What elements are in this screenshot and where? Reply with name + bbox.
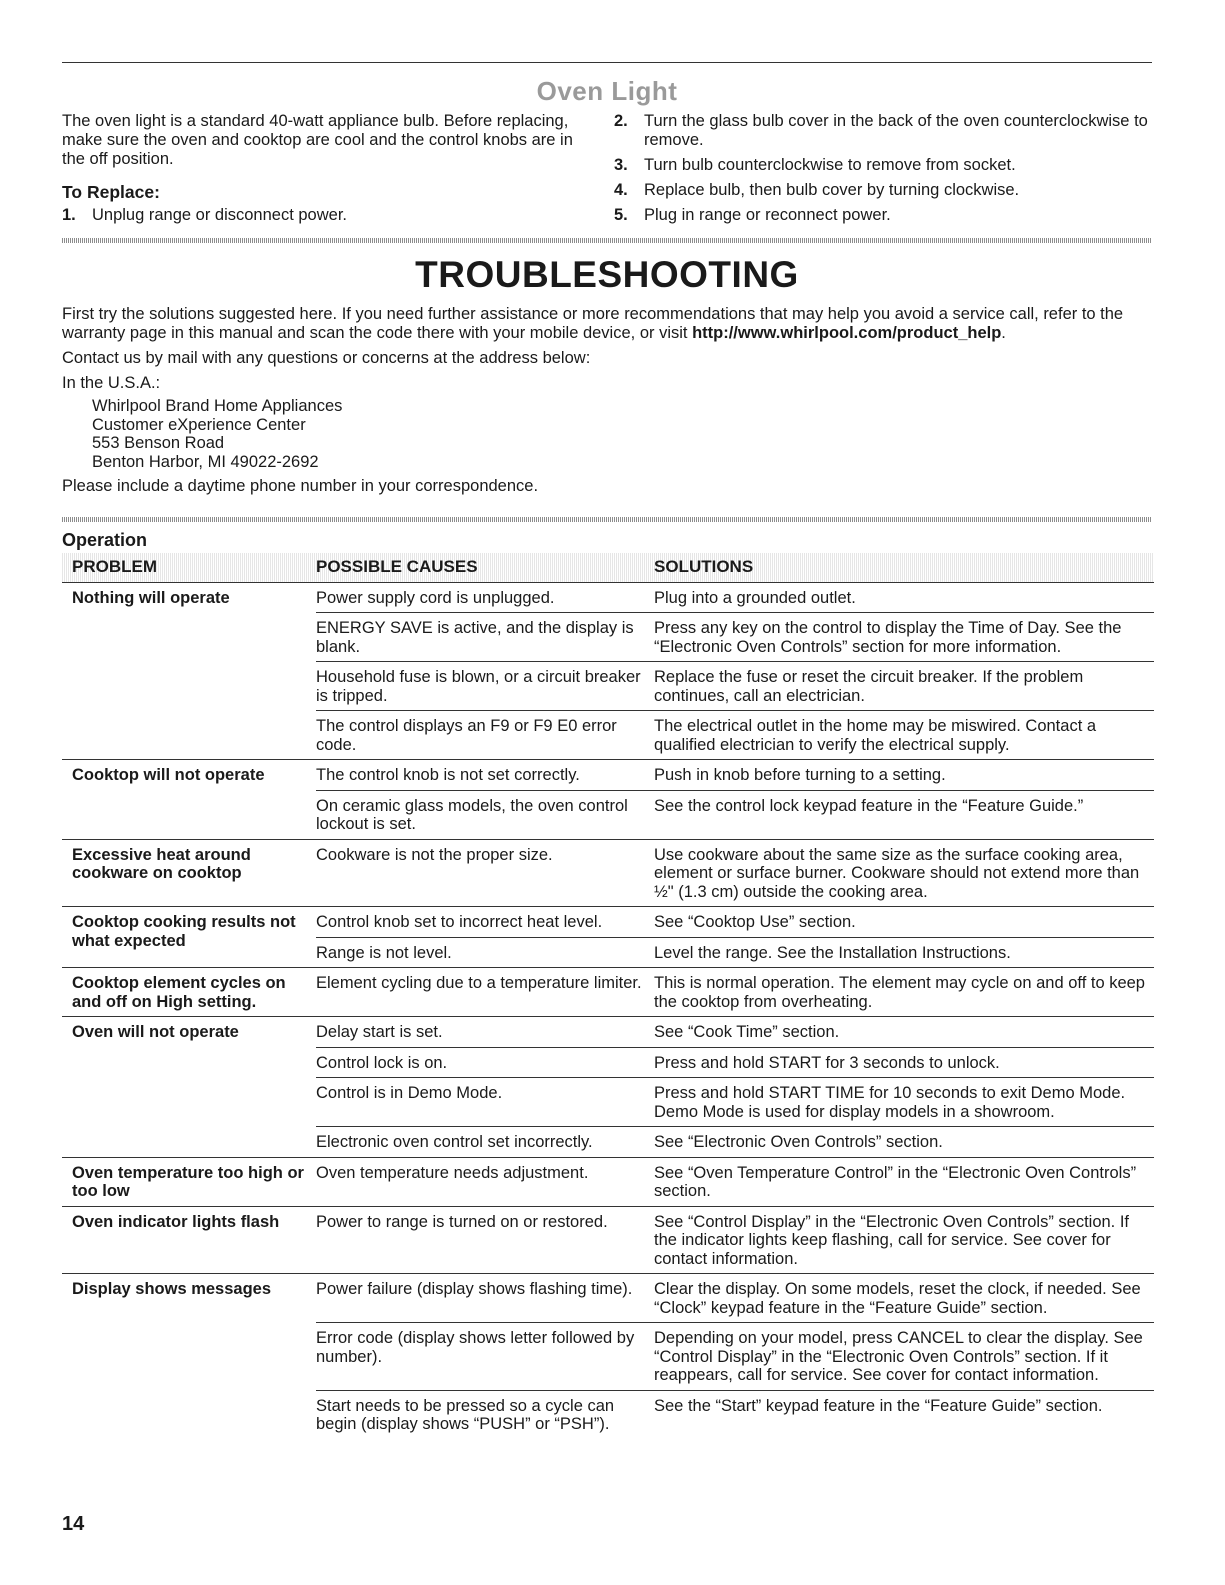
- solution-cell: Push in knob before turning to a setting.: [654, 760, 1154, 791]
- operation-heading: Operation: [62, 530, 148, 550]
- solution-cell: Press and hold START TIME for 10 seconds to exit Demo Mode. Demo Mode is used for display models in a showroom.: [654, 1078, 1154, 1127]
- table-row: [62, 760, 1154, 791]
- address-line: Whirlpool Brand Home Appliances: [92, 397, 343, 415]
- step-number: 1.: [62, 206, 76, 224]
- problem-cell: Oven will not operate: [62, 1017, 316, 1158]
- step-text: Turn bulb counterclockwise to remove from socket.: [644, 156, 1016, 174]
- solution-cell: Plug into a grounded outlet.: [654, 582, 1154, 613]
- table-header-row: [62, 553, 1154, 582]
- cause-cell: The control knob is not set correctly.: [316, 760, 654, 791]
- troubleshooting-intro: [62, 305, 1154, 502]
- solution-cell: See “Oven Temperature Control” in the “Electronic Oven Controls” section.: [654, 1157, 1154, 1206]
- contact-text: Contact us by mail with any questions or concerns at the address below:: [62, 349, 591, 367]
- solution-cell: See “Control Display” in the “Electronic Oven Controls” section. If the indicator lights keep flashing, call for service. See cover for contact information.: [654, 1206, 1154, 1274]
- oven-light-intro: The oven light is a standard 40-watt appliance bulb. Before replacing, make sure the oven and cooktop are cool and the control knobs are in the off position.: [62, 112, 573, 168]
- oven-light-left-column: [62, 112, 582, 231]
- product-help-link[interactable]: http://www.whirlpool.com/product_help: [692, 324, 1002, 342]
- replace-step: [614, 156, 1154, 175]
- problem-cell: Cooktop cooking results not what expected: [62, 907, 316, 968]
- cause-cell: Cookware is not the proper size.: [316, 839, 654, 907]
- replace-step: [614, 112, 1154, 150]
- cause-cell: Power failure (display shows flashing time).: [316, 1274, 654, 1323]
- solution-cell: See “Electronic Oven Controls” section.: [654, 1127, 1154, 1158]
- solution-cell: See “Cook Time” section.: [654, 1017, 1154, 1048]
- cause-cell: Control is in Demo Mode.: [316, 1078, 654, 1127]
- address-line: 553 Benson Road: [92, 434, 225, 452]
- cause-cell: Control lock is on.: [316, 1047, 654, 1078]
- table-row: [62, 1157, 1154, 1206]
- solution-cell: Replace the fuse or reset the circuit breaker. If the problem continues, call an electrician.: [654, 662, 1154, 711]
- step-text: Plug in range or reconnect power.: [644, 206, 891, 224]
- table-row: [62, 968, 1154, 1017]
- problem-cell: Display shows messages: [72, 1280, 272, 1298]
- replace-step: [62, 206, 582, 225]
- country-label: In the U.S.A.:: [62, 374, 161, 392]
- cause-cell: Delay start is set.: [316, 1017, 654, 1048]
- table-row: [62, 582, 1154, 613]
- step-number: 2.: [614, 112, 628, 130]
- step-text: Turn the glass bulb cover in the back of the oven counterclockwise to remove.: [644, 112, 1148, 149]
- problem-cell: Nothing will operate: [62, 582, 316, 760]
- address-line: Benton Harbor, MI 49022-2692: [92, 452, 319, 471]
- header-solutions: SOLUTIONS: [654, 553, 1154, 582]
- page-number: 14: [62, 1513, 85, 1535]
- cause-cell: Element cycling due to a temperature limiter.: [316, 968, 654, 1017]
- cause-cell: Error code (display shows letter followed by number).: [316, 1323, 654, 1391]
- solution-cell: Level the range. See the Installation Instructions.: [654, 937, 1154, 968]
- cause-cell: Electronic oven control set incorrectly.: [316, 1127, 654, 1158]
- header-causes: POSSIBLE CAUSES: [316, 553, 654, 582]
- table-row: [62, 1206, 1154, 1274]
- header-problem: PROBLEM: [62, 553, 316, 582]
- step-number: 4.: [614, 181, 628, 199]
- cause-cell: On ceramic glass models, the oven control lockout is set.: [316, 790, 654, 839]
- cause-cell: Power to range is turned on or restored.: [316, 1206, 654, 1274]
- problem-cell: Excessive heat around cookware on cooktop: [62, 839, 316, 907]
- table-row: [62, 839, 1154, 907]
- cause-cell: Power supply cord is unplugged.: [316, 582, 654, 613]
- section-divider: [62, 238, 1152, 243]
- cause-cell: Control knob set to incorrect heat level.: [316, 907, 654, 938]
- troubleshooting-title: TROUBLESHOOTING: [415, 254, 799, 295]
- cause-cell: The control displays an F9 or F9 E0 error code.: [316, 711, 654, 760]
- solution-cell: See the control lock keypad feature in the “Feature Guide.”: [654, 790, 1154, 839]
- to-replace-heading: To Replace:: [62, 182, 160, 202]
- table-row: [62, 1274, 1154, 1323]
- cause-cell: ENERGY SAVE is active, and the display is blank.: [316, 613, 654, 662]
- step-number: 5.: [614, 206, 628, 224]
- solution-cell: The electrical outlet in the home may be miswired. Contact a qualified electrician to verify the electrical supply.: [654, 711, 1154, 760]
- solution-cell: Depending on your model, press CANCEL to clear the display. See “Control Display” in the “Electronic Oven Controls” section. If it reappears, call for service. See cover for contact information.: [654, 1323, 1154, 1391]
- solution-cell: See “Cooktop Use” section.: [654, 907, 1154, 938]
- solution-cell: Use cookware about the same size as the surface cooking area, element or surface burner. Cookware should not extend more than ½" (1.3 cm) outside the cooking area.: [654, 839, 1154, 907]
- step-number: 3.: [614, 156, 628, 174]
- cause-cell: Start needs to be pressed so a cycle can begin (display shows “PUSH” or “PSH”).: [316, 1396, 615, 1433]
- top-rule: [62, 62, 1152, 63]
- cause-cell: Household fuse is blown, or a circuit breaker is tripped.: [316, 662, 654, 711]
- table-row: [62, 907, 1154, 938]
- step-text: Unplug range or disconnect power.: [92, 206, 347, 224]
- intro-paragraph: [62, 305, 1154, 343]
- cause-cell: Range is not level.: [316, 937, 654, 968]
- section-divider: [62, 517, 1152, 522]
- phone-note: Please include a daytime phone number in your correspondence.: [62, 477, 539, 495]
- step-text: Replace bulb, then bulb cover by turning clockwise.: [644, 181, 1020, 199]
- table-body: [62, 582, 1154, 1439]
- solution-cell: See the “Start” keypad feature in the “Feature Guide” section.: [654, 1396, 1103, 1415]
- troubleshooting-table: [62, 553, 1154, 1439]
- problem-cell: Oven indicator lights flash: [62, 1206, 316, 1274]
- oven-light-title: Oven Light: [536, 76, 678, 106]
- solution-cell: Clear the display. On some models, reset the clock, if needed. See “Clock” keypad feature in the “Feature Guide” section.: [654, 1274, 1154, 1323]
- mailing-address: [92, 397, 1154, 471]
- address-line: Customer eXperience Center: [92, 415, 306, 434]
- replace-step: [614, 206, 1154, 225]
- solution-cell: This is normal operation. The element may cycle on and off to keep the cooktop from overheating.: [654, 968, 1154, 1017]
- solution-cell: Press and hold START for 3 seconds to unlock.: [654, 1047, 1154, 1078]
- cause-cell: Oven temperature needs adjustment.: [316, 1157, 654, 1206]
- oven-light-right-column: [614, 112, 1154, 231]
- solution-cell: Press any key on the control to display the Time of Day. See the “Electronic Oven Controls” section for more information.: [654, 613, 1154, 662]
- problem-cell: Oven temperature too high or too low: [62, 1157, 316, 1206]
- problem-cell: Cooktop will not operate: [62, 760, 316, 840]
- problem-cell: Cooktop element cycles on and off on High setting.: [62, 968, 316, 1017]
- replace-step: [614, 181, 1154, 200]
- intro-end: .: [1001, 324, 1006, 342]
- table-row: [62, 1017, 1154, 1048]
- intro-text: First try the solutions suggested here. If you need further assistance or more recommendations that may help you avoid a service call, refer to the warranty page in this manual and scan the code there with your mobile device, or visit: [62, 305, 1124, 342]
